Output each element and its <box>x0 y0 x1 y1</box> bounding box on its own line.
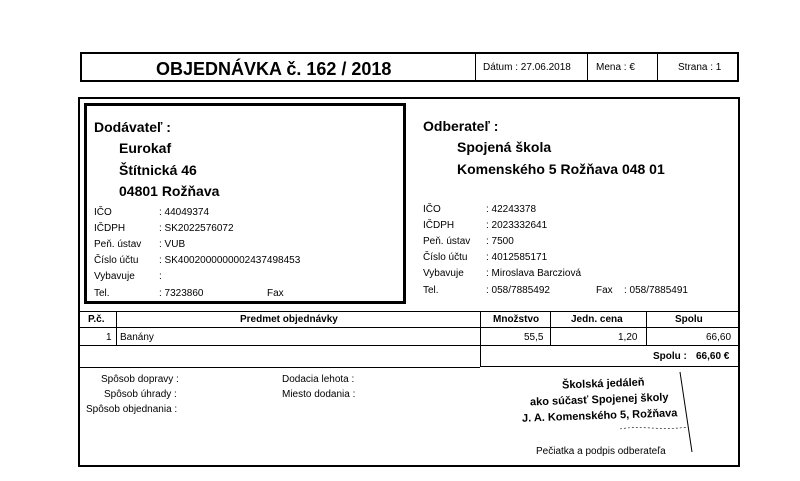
customer-ico-label: IČO <box>423 204 441 215</box>
customer-fax-label: Fax <box>596 285 613 296</box>
row-item: Banány <box>120 332 154 343</box>
supplier-handler-label: Vybavuje <box>94 271 135 282</box>
delivery-term-label: Dodacia lehota : <box>282 374 355 385</box>
customer-tel: : 058/7885492 <box>486 285 550 296</box>
delivery-method-label: Spôsob dopravy : <box>101 374 179 385</box>
signature-label: Pečiatka a podpis odberateľa <box>536 446 666 457</box>
customer-account: : 4012585171 <box>486 252 548 263</box>
supplier-name: Eurokaf <box>119 140 172 156</box>
customer-bank: : 7500 <box>486 236 514 247</box>
grand-total-value: 66,60 € <box>696 351 730 362</box>
row-no: 1 <box>106 332 112 343</box>
header-bar <box>80 52 739 82</box>
stamp-line-3: J. A. Komenského 5, Rožňava <box>521 407 678 425</box>
customer-name: Spojená škola <box>457 139 552 155</box>
supplier-tel-label: Tel. <box>94 288 110 299</box>
customer-bank-label: Peň. ústav <box>423 236 471 247</box>
customer-handler: : Miroslava Barcziová <box>486 268 582 279</box>
supplier-street: Štítnická 46 <box>119 162 197 178</box>
customer-box <box>410 103 735 304</box>
supplier-icdph-label: IČDPH <box>94 223 126 234</box>
items-table <box>80 311 738 367</box>
col-no-header: P.č. <box>88 314 105 325</box>
customer-address: Komenského 5 Rožňava 048 01 <box>457 161 665 177</box>
supplier-account-label: Číslo účtu <box>94 255 139 266</box>
payment-method-label: Spôsob úhrady : <box>104 389 177 400</box>
customer-icdph-label: IČDPH <box>423 220 455 231</box>
customer-account-label: Číslo účtu <box>423 252 468 263</box>
col-qty-header: Množstvo <box>493 314 540 325</box>
col-item-header: Predmet objednávky <box>240 314 338 325</box>
supplier-fax-label: Fax <box>267 288 284 299</box>
order-method-label: Spôsob objednania : <box>86 404 178 415</box>
col-total-header: Spolu <box>675 314 703 325</box>
order-date: Dátum : 27.06.2018 <box>483 62 571 73</box>
supplier-bank: : VUB <box>159 239 186 250</box>
row-qty: 55,5 <box>524 332 544 343</box>
supplier-city: 04801 Rožňava <box>119 183 220 199</box>
supplier-bank-label: Peň. ústav <box>94 239 142 250</box>
col-price-header: Jedn. cena <box>571 314 623 325</box>
supplier-icdph: : SK2022576072 <box>159 223 234 234</box>
signature <box>580 367 700 457</box>
stamp-line-1: Školská jedáleň <box>561 376 645 392</box>
supplier-heading: Dodávateľ : <box>94 119 171 135</box>
customer-heading: Odberateľ : <box>423 118 499 134</box>
supplier-handler: : <box>159 271 162 282</box>
supplier-account: : SK4002000000002437498453 <box>159 255 301 266</box>
order-title: OBJEDNÁVKA č. 162 / 2018 <box>156 59 392 79</box>
supplier-tel: : 7323860 <box>159 288 204 299</box>
grand-total-label: Spolu : <box>653 351 687 362</box>
footer-section <box>80 367 738 465</box>
supplier-box <box>84 103 406 304</box>
supplier-ico-label: IČO <box>94 207 112 218</box>
customer-icdph: : 2023332641 <box>486 220 548 231</box>
delivery-place-label: Miesto dodania : <box>282 389 356 400</box>
row-total: 66,60 <box>706 332 732 343</box>
currency: Mena : € <box>596 62 635 73</box>
page-number: Strana : 1 <box>678 62 722 73</box>
row-price: 1,20 <box>618 332 638 343</box>
customer-handler-label: Vybavuje <box>423 268 464 279</box>
customer-fax: : 058/7885491 <box>624 285 688 296</box>
customer-ico: : 42243378 <box>486 204 537 215</box>
supplier-ico: : 44049374 <box>159 207 210 218</box>
customer-tel-label: Tel. <box>423 285 439 296</box>
stamp-line-2: ako súčasť Spojenej školy <box>529 391 669 409</box>
